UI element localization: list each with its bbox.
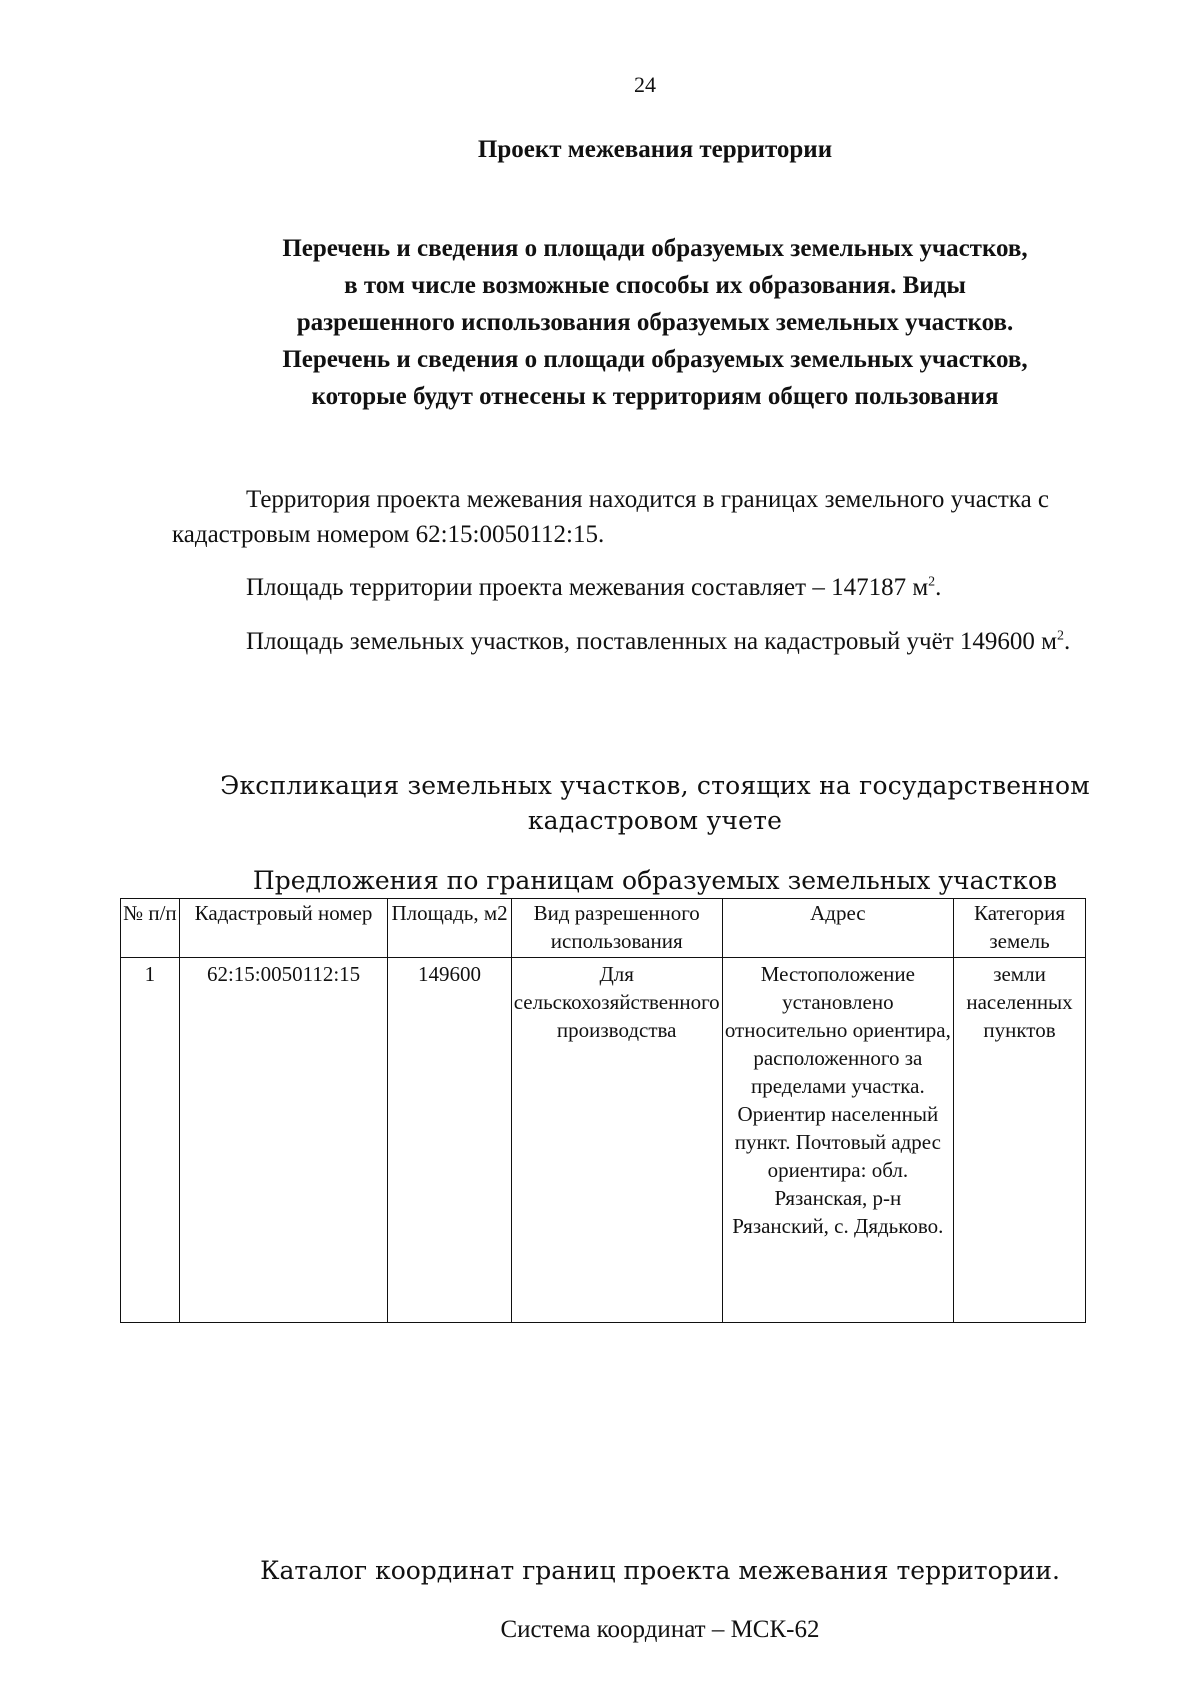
header-category: Категория земель xyxy=(954,899,1086,958)
cell-cadastral: 62:15:0050112:15 xyxy=(179,958,388,1323)
table-header-row xyxy=(121,899,1086,958)
section-heading-line: в том числе возможные способы их образования. Виды xyxy=(344,272,966,299)
area-paragraph xyxy=(172,570,1072,605)
header-area: Площадь, м2 xyxy=(388,899,511,958)
territory-suffix: . xyxy=(598,521,605,548)
header-use: Вид разрешенного использования xyxy=(511,899,722,958)
cadastral-number: 62:15:0050112:15 xyxy=(415,521,599,548)
registered-area-superscript: 2 xyxy=(1056,628,1064,644)
area-superscript: 2 xyxy=(928,574,936,590)
parcels-table xyxy=(120,898,1086,1323)
cell-num: 1 xyxy=(121,958,180,1323)
coordinate-system: Система координат – МСК-62 xyxy=(500,1616,820,1643)
section-heading-line: Перечень и сведения о площади образуемых земельных участков, xyxy=(282,235,1028,262)
section-heading xyxy=(200,230,1110,415)
area-text: Площадь территории проекта межевания составляет – 147187 м xyxy=(246,574,929,601)
explication-title-line: Экспликация земельных участков, стоящих на государственном xyxy=(220,771,1090,800)
cell-use: Для сельскохозяйственного производства xyxy=(511,958,722,1323)
registered-area-paragraph xyxy=(172,624,1072,659)
section-heading-line: которые будут отнесены к территориям общего пользования xyxy=(311,383,999,410)
table-row xyxy=(121,958,1086,1323)
cell-address: Местоположение установлено относительно ориентира, расположенного за пределами участка. Ориентир населенный пункт. Почтовый адрес ориентира: обл. Рязанская, р-н Рязанский, с. Дядьково. xyxy=(722,958,953,1323)
registered-area-text: Площадь земельных участков, поставленных на кадастровый учёт 149600 м xyxy=(246,628,1057,655)
header-address: Адрес xyxy=(722,899,953,958)
coordinates-catalog-title: Каталог координат границ проекта межевания территории. xyxy=(260,1556,1060,1585)
area-suffix: . xyxy=(935,574,942,601)
cell-category: земли населенных пунктов xyxy=(954,958,1086,1323)
cell-area: 149600 xyxy=(388,958,511,1323)
territory-paragraph xyxy=(172,482,1072,552)
proposals-title: Предложения по границам образуемых земельных участков xyxy=(252,866,1058,895)
section-heading-line: разрешенного использования образуемых земельных участков. xyxy=(296,309,1014,336)
explication-title xyxy=(180,768,1130,838)
page-number: 24 xyxy=(634,72,656,97)
explication-title-line: кадастровом учете xyxy=(527,806,783,835)
document-title: Проект межевания территории xyxy=(477,136,833,163)
section-heading-line: Перечень и сведения о площади образуемых земельных участков, xyxy=(282,346,1028,373)
registered-area-suffix: . xyxy=(1063,628,1071,655)
territory-text: Территория проекта межевания находится в границах земельного участка с кадастровым номером xyxy=(172,486,1050,548)
header-num: № п/п xyxy=(121,899,180,958)
header-cadastral: Кадастровый номер xyxy=(179,899,388,958)
